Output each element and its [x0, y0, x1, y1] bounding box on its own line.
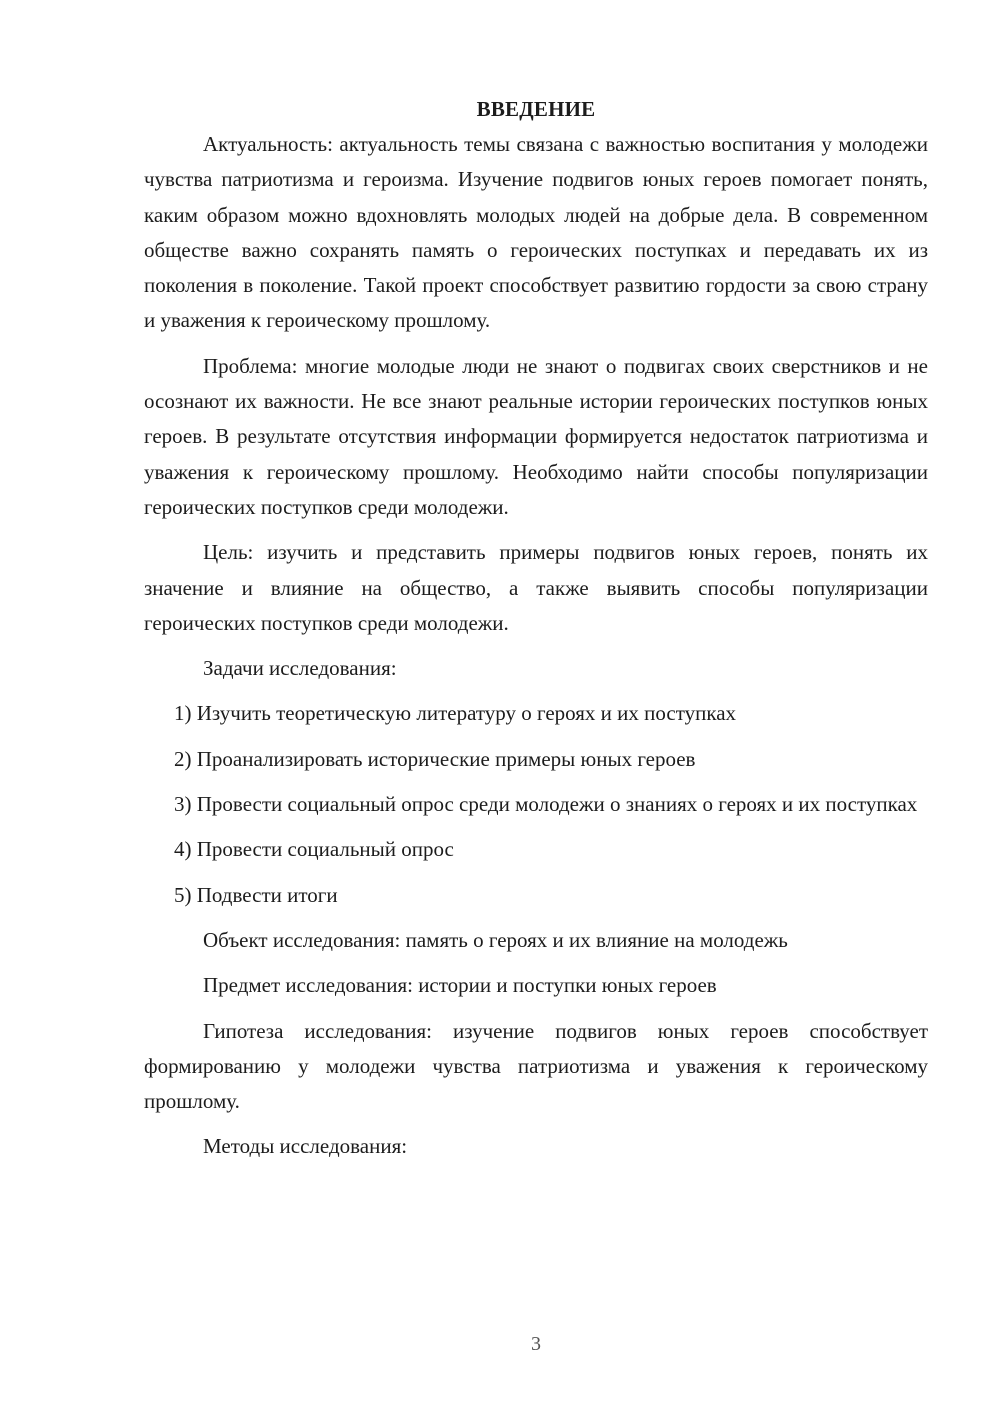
task-item-3: 3) Провести социальный опрос среди молодежи о знаниях о героях и их поступках [174, 792, 918, 817]
paragraph-relevance: Актуальность: актуальность темы связана с важностью воспитания у молодежи чувства патриотизма и героизма. Изучение подвигов юных героев помогает понять, каким образом можно вдохновлять молодых людей на добрые дела. В современном обществе важно сохранять память о героических поступках и передавать их из поколения в поколение. Такой проект способствует развитию гордости за свою страну и уважения к героическому прошлому. [144, 132, 928, 333]
paragraph-problem: Проблема: многие молодые люди не знают о подвигах своих сверстников и не осознают их важности. Не все знают реальные истории героических поступков юных героев. В результате отсутствия информации формируется недостаток патриотизма и уважения к героическому прошлому. Необходимо найти способы популяризации героических поступков среди молодежи. [144, 353, 928, 519]
paragraph-goal: Цель: изучить и представить примеры подвигов юных героев, понять их значение и влияние на общество, а также выявить способы популяризации героических поступков среди молодежи. [144, 540, 928, 635]
task-item-2: 2) Проанализировать исторические примеры юных героев [174, 746, 696, 771]
document-page [144, 92, 928, 1165]
section-title: ВВЕДЕНИЕ [476, 97, 596, 121]
task-item-4: 4) Провести социальный опрос [174, 837, 454, 862]
paragraph-hypothesis: Гипотеза исследования: изучение подвигов юных героев способствует формированию у молодежи чувства патриотизма и уважения к героическому прошлому. [144, 1018, 928, 1114]
paragraph-object: Объект исследования: память о героях и их влияние на молодежь [203, 927, 788, 952]
page-number: 3 [531, 1333, 541, 1355]
task-item-5: 5) Подвести итоги [174, 882, 338, 907]
task-item-1: 1) Изучить теоретическую литературу о героях и их поступках [174, 701, 737, 726]
tasks-heading: Задачи исследования: [203, 656, 397, 681]
paragraph-subject: Предмет исследования: истории и поступки юных героев [203, 973, 717, 998]
methods-heading: Методы исследования: [203, 1134, 408, 1159]
